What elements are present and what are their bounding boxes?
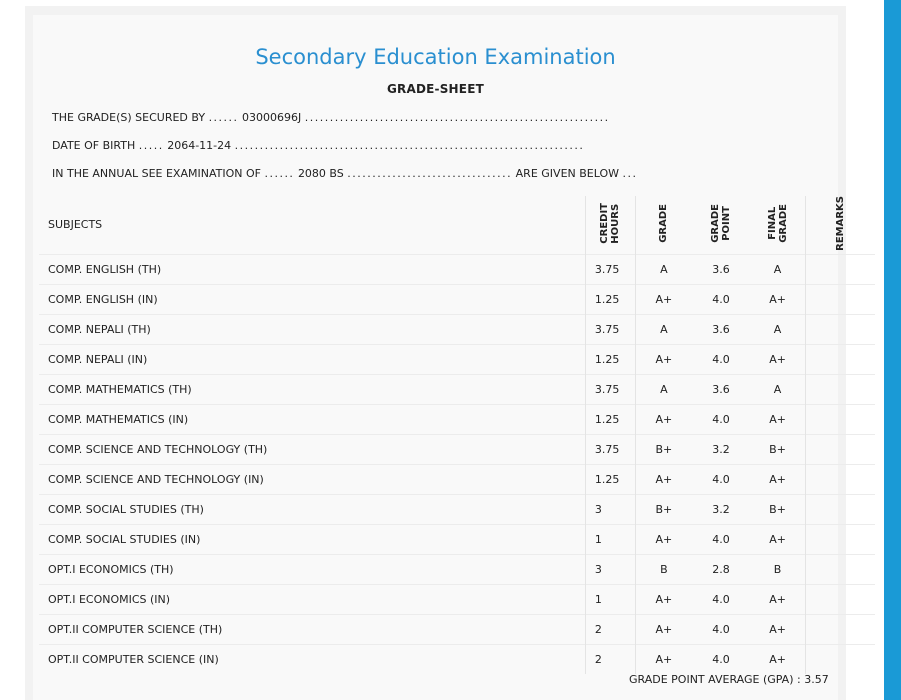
dob-label: DATE OF BIRTH xyxy=(52,139,136,152)
credit-hours-cell: 3.75 xyxy=(585,374,635,404)
subject-cell: OPT.II COMPUTER SCIENCE (TH) xyxy=(39,614,585,644)
date-of-birth-line: DATE OF BIRTH ..... 2064-11-24 ...................................................................... xyxy=(52,139,585,152)
gpa-line xyxy=(629,673,829,686)
subject-cell: OPT.II COMPUTER SCIENCE (IN) xyxy=(39,644,585,674)
credit-hours-cell: 1.25 xyxy=(585,344,635,374)
credit-hours-cell: 1 xyxy=(585,584,635,614)
exam-line: IN THE ANNUAL SEE EXAMINATION OF ...... 2080 BS ................................. ARE GIVEN BELOW ... xyxy=(52,167,638,180)
table-row xyxy=(39,644,875,674)
credit-hours-cell: 3 xyxy=(585,554,635,584)
grade-point-cell: 3.2 xyxy=(692,494,751,524)
grade-cell: B+ xyxy=(636,434,692,464)
remarks-cell xyxy=(805,374,875,404)
credit-hours-cell: 3 xyxy=(585,494,635,524)
remarks-cell xyxy=(805,584,875,614)
final-grade-cell: A xyxy=(750,254,805,284)
remarks-cell xyxy=(805,404,875,434)
grade-cell: A+ xyxy=(636,614,692,644)
grade-cell: B+ xyxy=(636,494,692,524)
credit-hours-cell: 1.25 xyxy=(585,404,635,434)
final-grade-cell: A+ xyxy=(750,644,805,674)
subject-cell: COMP. NEPALI (TH) xyxy=(39,314,585,344)
table-row xyxy=(39,284,875,314)
remarks-cell xyxy=(805,314,875,344)
table-row xyxy=(39,584,875,614)
header-grade: GRADE xyxy=(658,204,670,243)
grade-point-cell: 3.2 xyxy=(692,434,751,464)
grade-cell: A+ xyxy=(636,584,692,614)
subject-cell: COMP. SOCIAL STUDIES (IN) xyxy=(39,524,585,554)
grade-cell: A+ xyxy=(636,284,692,314)
grade-cell: A+ xyxy=(636,344,692,374)
table-row xyxy=(39,524,875,554)
subject-cell: COMP. MATHEMATICS (TH) xyxy=(39,374,585,404)
final-grade-cell: A+ xyxy=(750,584,805,614)
grade-point-cell: 4.0 xyxy=(692,524,751,554)
secured-by-label: THE GRADE(S) SECURED BY xyxy=(52,111,206,124)
exam-suffix: ARE GIVEN BELOW xyxy=(515,167,620,180)
table-row xyxy=(39,494,875,524)
final-grade-cell: B xyxy=(750,554,805,584)
exam-value: 2080 BS xyxy=(297,167,344,180)
grade-sheet-heading: GRADE-SHEET xyxy=(387,82,484,96)
grade-point-cell: 2.8 xyxy=(692,554,751,584)
table-row xyxy=(39,614,875,644)
page-title: Secondary Education Examination xyxy=(255,45,616,69)
table-row xyxy=(39,374,875,404)
table-row xyxy=(39,434,875,464)
final-grade-cell: A+ xyxy=(750,614,805,644)
grade-point-cell: 4.0 xyxy=(692,644,751,674)
header-subjects: SUBJECTS xyxy=(48,218,103,232)
subject-cell: COMP. ENGLISH (TH) xyxy=(39,254,585,284)
grade-cell: A xyxy=(636,314,692,344)
subject-cell: COMP. MATHEMATICS (IN) xyxy=(39,404,585,434)
remarks-cell xyxy=(805,494,875,524)
remarks-cell xyxy=(805,524,875,554)
dob-value: 2064-11-24 xyxy=(167,139,232,152)
grades-table xyxy=(39,196,875,674)
grade-cell: A xyxy=(636,374,692,404)
table-row xyxy=(39,344,875,374)
subject-cell: COMP. SCIENCE AND TECHNOLOGY (TH) xyxy=(39,434,585,464)
grade-cell: A xyxy=(636,254,692,284)
grade-point-cell: 4.0 xyxy=(692,404,751,434)
gpa-label: GRADE POINT AVERAGE (GPA) : xyxy=(629,673,801,686)
final-grade-cell: B+ xyxy=(750,494,805,524)
header-credit-hours: CREDIT HOURS xyxy=(585,196,635,254)
grade-point-cell: 3.6 xyxy=(692,314,751,344)
remarks-cell xyxy=(805,614,875,644)
header-grade-point: GRADE POINT xyxy=(709,204,732,243)
grade-point-cell: 3.6 xyxy=(692,374,751,404)
final-grade-cell: A+ xyxy=(750,284,805,314)
table-row xyxy=(39,404,875,434)
subject-cell: COMP. SCIENCE AND TECHNOLOGY (IN) xyxy=(39,464,585,494)
table-row xyxy=(39,554,875,584)
remarks-cell xyxy=(805,254,875,284)
final-grade-cell: A+ xyxy=(750,404,805,434)
grade-point-cell: 3.6 xyxy=(692,254,751,284)
credit-hours-cell: 3.75 xyxy=(585,254,635,284)
remarks-cell xyxy=(805,464,875,494)
grade-cell: B xyxy=(636,554,692,584)
table-row xyxy=(39,464,875,494)
remarks-cell xyxy=(805,344,875,374)
header-remarks: REMARKS xyxy=(834,196,846,251)
grade-point-cell: 4.0 xyxy=(692,584,751,614)
credit-hours-cell: 2 xyxy=(585,614,635,644)
grade-point-cell: 4.0 xyxy=(692,464,751,494)
table-header-row xyxy=(39,196,875,254)
grade-cell: A+ xyxy=(636,404,692,434)
credit-hours-cell: 1.25 xyxy=(585,464,635,494)
subject-cell: OPT.I ECONOMICS (TH) xyxy=(39,554,585,584)
header-final-grade: FINAL GRADE xyxy=(750,196,805,254)
gpa-value: 3.57 xyxy=(804,673,829,686)
grade-cell: A+ xyxy=(636,644,692,674)
final-grade-cell: A+ xyxy=(750,344,805,374)
credit-hours-cell: 3.75 xyxy=(585,434,635,464)
subject-cell: COMP. SOCIAL STUDIES (TH) xyxy=(39,494,585,524)
final-grade-cell: A xyxy=(750,374,805,404)
grade-point-cell: 4.0 xyxy=(692,344,751,374)
remarks-cell xyxy=(805,644,875,674)
table-row xyxy=(39,314,875,344)
credit-hours-cell: 2 xyxy=(585,644,635,674)
credit-hours-cell: 3.75 xyxy=(585,314,635,344)
grade-cell: A+ xyxy=(636,524,692,554)
final-grade-cell: A+ xyxy=(750,524,805,554)
exam-label: IN THE ANNUAL SEE EXAMINATION OF xyxy=(52,167,261,180)
remarks-cell xyxy=(805,554,875,584)
final-grade-cell: B+ xyxy=(750,434,805,464)
remarks-cell xyxy=(805,284,875,314)
table-row xyxy=(39,254,875,284)
subject-cell: OPT.I ECONOMICS (IN) xyxy=(39,584,585,614)
grade-point-cell: 4.0 xyxy=(692,614,751,644)
subject-cell: COMP. NEPALI (IN) xyxy=(39,344,585,374)
grade-point-cell: 4.0 xyxy=(692,284,751,314)
remarks-cell xyxy=(805,434,875,464)
credit-hours-cell: 1.25 xyxy=(585,284,635,314)
symbol-number: 03000696J xyxy=(242,111,302,124)
subject-cell: COMP. ENGLISH (IN) xyxy=(39,284,585,314)
grade-cell: A+ xyxy=(636,464,692,494)
credit-hours-cell: 1 xyxy=(585,524,635,554)
final-grade-cell: A+ xyxy=(750,464,805,494)
final-grade-cell: A xyxy=(750,314,805,344)
secured-by-line: THE GRADE(S) SECURED BY ...... 03000696J ............................................................. xyxy=(52,111,610,124)
side-accent-bar xyxy=(884,0,901,700)
